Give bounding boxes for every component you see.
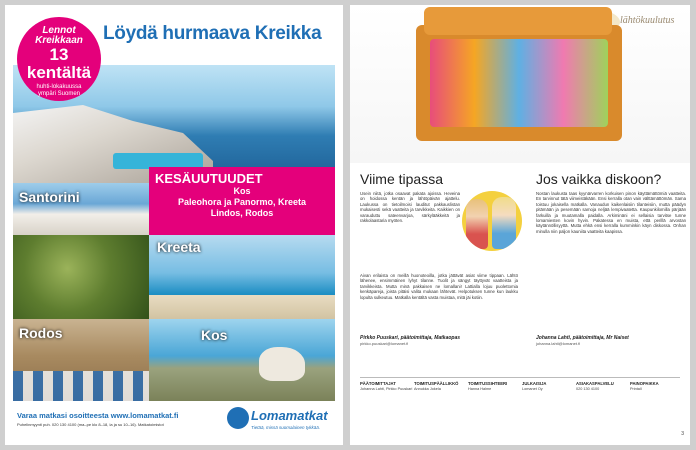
news-heading: KESÄUUTUUDET — [155, 171, 263, 186]
suitcase-photo — [350, 5, 690, 163]
booking-url[interactable]: Varaa matkasi osoitteesta www.lomamatkat.fi — [17, 411, 179, 420]
masthead — [360, 377, 680, 433]
masthead-column — [522, 382, 582, 391]
editors-portrait — [462, 191, 522, 251]
editorial-page — [350, 5, 690, 445]
left-column-text: Usein niitä, jotka osaavat pakata ajoissa. Heveina on hoidossa kentän ja lähtöpäivän ajattelu. Laukussa on tietoilmoisi lauditut pakkauslistan mukaisesti sekä vaatteita ja tarvikkeita. Kaikkien on varauduttu sateenvarjoa, särkylääkkeitä ja rakkolaastaria myöten. — [360, 191, 460, 224]
masthead-column — [360, 382, 420, 391]
badge-line-1: Lennot — [42, 25, 76, 36]
portrait-person — [492, 197, 516, 249]
news-line: Lindos, Rodos — [210, 208, 274, 218]
right-column-text: Nostan laukusta taas kyynärvarren korkuisen pinon käyttämättömiä vaatteita. En tarvinnut tätä viimeistäkään. Ensi kerralla otan vain välttämättömän. Sama toistuu jokaisella matkalla. Vanaudun kaikenlaisiin tilanteisiin, mutta päädyn pitämään ja pesemään samoja neljää lempivaatetta. Kaupunkilomilla pärjään farkuilla ja muutamalla paidalla. Arkiminäni ei sellaisia tarvitse tunne lomamiesten kovin hyvin. Pakatessa en muista, että perillä arvostan käytännöllisyyttä. Mutta ehkä ensi kerralla kumminkin käyn diskossa. Onhan minulla niin paljon kauniita vaatteita kaapissa. — [536, 191, 686, 234]
masthead-text: Hanna Halme — [468, 386, 492, 391]
masthead-heading: PAINOPAIKKA — [630, 381, 659, 386]
ad-title: Löydä hurmaava Kreikka — [103, 23, 322, 44]
news-box — [149, 167, 335, 235]
masthead-text: Lomanet Oy — [522, 386, 543, 391]
goat-shape — [259, 347, 305, 381]
badge-line-4: huhti-lokakuussa — [36, 84, 82, 90]
taverna-tables — [13, 371, 149, 401]
right-email[interactable]: johanna.lahti@lomanet.fi — [536, 341, 581, 346]
suitcase-shape — [416, 25, 622, 141]
left-column-heading: Viime tipassa — [360, 171, 444, 187]
logo-mark-icon — [227, 407, 249, 429]
flights-badge — [17, 17, 101, 101]
masthead-heading: JULKAISIJA — [522, 381, 547, 386]
portrait-person — [466, 199, 488, 249]
masthead-text: 020 130 4100 — [576, 386, 600, 391]
news-line: Paleohora ja Panormo, Kreeta — [177, 197, 307, 207]
place-label-kos: Kos — [201, 327, 228, 343]
place-label-rodos: Rodos — [19, 325, 63, 341]
left-signature — [360, 335, 460, 347]
masthead-text: Johanna Lahti, Pirkko Puuskari — [360, 386, 413, 391]
booking-small-print: Puhelinmyynti puh. 020 130 4100 (ma–pe klo 8–18, la ja su 10–16). Matkatoimistot — [17, 422, 164, 427]
lomamatkat-logo[interactable] — [227, 405, 337, 435]
masthead-column — [468, 382, 528, 391]
masthead-heading: ASIAKASPALVELU — [576, 381, 614, 386]
badge-line-2: Kreikkaan — [35, 35, 83, 46]
kos-photo — [149, 319, 335, 401]
masthead-heading: PÄÄTOIMITTAJAT — [360, 381, 396, 386]
section-tag: lähtökuulutus — [620, 15, 675, 26]
suitcase-lid — [424, 7, 612, 35]
left-column-text-continued: Aivan erilaista on meillä huonoteoilla, jotka jättävät asiat viime tippaan. Lähtö lähenee, ensimmäinen lyhyt tilanne. Tuolit ja sängyt täyttyvät vaatteista ja tarvikkeista. Mutta minä pakkaisen ne lomallani! Lattialla lojuu puolettomia kenkäpareja, joista pitäisi valita mukaan lähtevät. Helpotuksen tunne kun laukku lopulta sulkeutuu. Matkalla kentältä vasta muistaa, mitä jäi kotiin. — [360, 273, 518, 300]
place-label-santorini: Santorini — [19, 189, 80, 205]
left-email[interactable]: pirkko.puuskari@lomanet.fi — [360, 341, 409, 346]
masthead-column — [414, 382, 474, 391]
left-signature-name: Pirkko Puuskari, päätoimittaja, Matkaopas — [360, 335, 461, 341]
logo-name: Lomamatkat — [251, 408, 328, 423]
right-column-heading: Jos vaikka diskoon? — [536, 171, 662, 187]
right-signature-name: Johanna Lahti, päätoimittaja, Mr Naiset — [536, 335, 629, 341]
badge-line-5: ympäri Suomen — [37, 91, 81, 97]
masthead-heading: TOIMITUSSIHTEERI — [468, 381, 508, 386]
packed-clothes — [430, 39, 608, 127]
page-number: 3 — [681, 431, 684, 437]
masthead-text: Annukka Jokela — [414, 386, 441, 391]
badge-line-3: 13 kentältä — [26, 45, 92, 82]
news-line: Kos — [233, 186, 251, 196]
olive-photo — [13, 235, 149, 319]
beach-sand — [149, 295, 335, 319]
masthead-heading: TOIMITUSPÄÄLLIKKÖ — [414, 381, 459, 386]
place-label-kreeta: Kreeta — [157, 239, 201, 255]
ad-page — [5, 5, 343, 445]
masthead-text: Printall — [630, 386, 642, 391]
masthead-column — [630, 382, 690, 391]
masthead-column — [576, 382, 636, 391]
right-signature — [536, 335, 629, 347]
logo-tagline: Tietää, missä suomalainen tykkää. — [251, 425, 320, 430]
